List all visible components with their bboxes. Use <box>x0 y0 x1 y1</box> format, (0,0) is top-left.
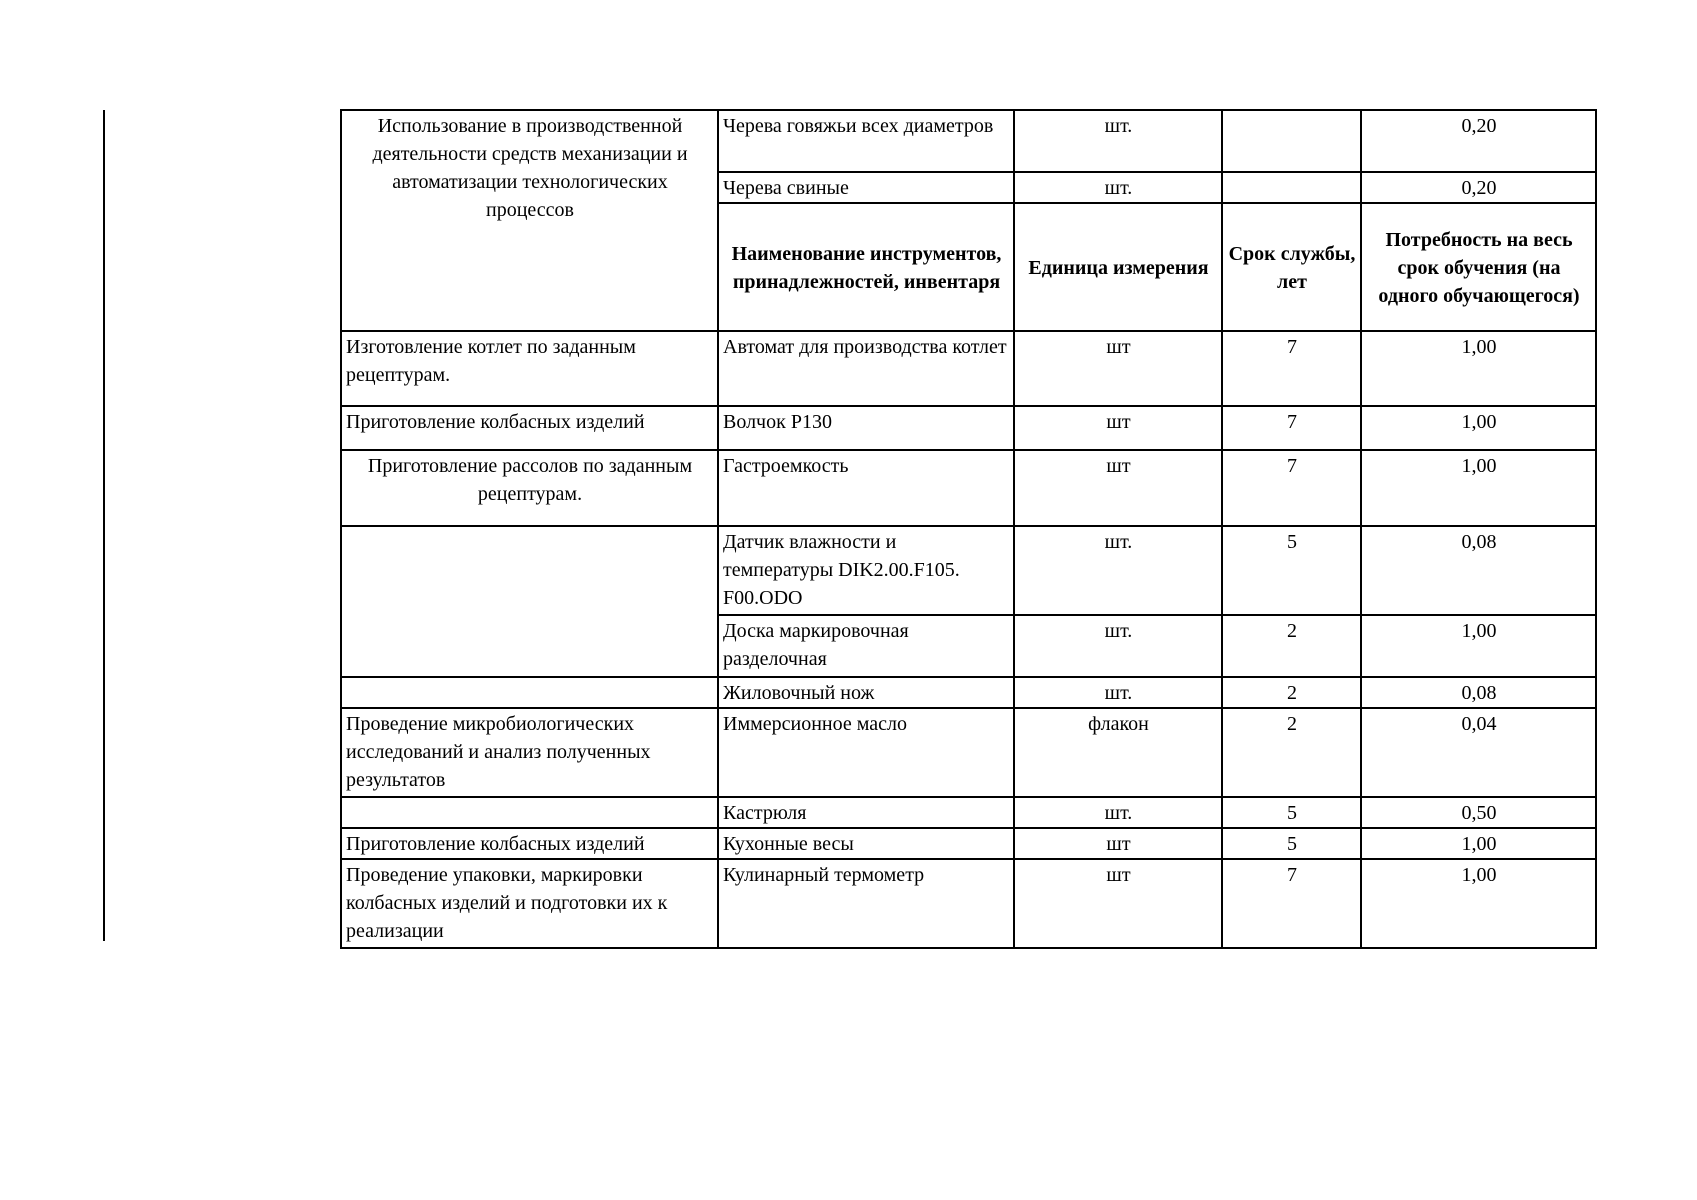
item-need: 0,20 <box>1361 110 1596 172</box>
item-need: 0,08 <box>1361 677 1596 708</box>
item-unit: шт <box>1014 450 1222 526</box>
item-life: 2 <box>1222 677 1361 708</box>
item-need: 0,20 <box>1361 172 1596 203</box>
item-name: Иммерсионное масло <box>718 708 1014 797</box>
table-row <box>341 797 1596 828</box>
item-need: 1,00 <box>1361 406 1596 450</box>
table-row <box>341 526 1596 615</box>
item-life: 5 <box>1222 526 1361 615</box>
table-row <box>341 708 1596 797</box>
table-row <box>341 828 1596 859</box>
item-life <box>1222 110 1361 172</box>
item-life: 7 <box>1222 859 1361 948</box>
item-unit: шт <box>1014 859 1222 948</box>
item-need: 1,00 <box>1361 331 1596 406</box>
activity-cell: Приготовление колбасных изделий <box>341 406 718 450</box>
item-unit: шт. <box>1014 615 1222 677</box>
activity-cell: Использование в производственной деятельности средств механизации и автоматизации технологических процессов <box>341 110 718 331</box>
item-life: 7 <box>1222 331 1361 406</box>
item-life: 2 <box>1222 615 1361 677</box>
table-row <box>341 331 1596 406</box>
item-unit: шт. <box>1014 110 1222 172</box>
table-row <box>341 110 1596 172</box>
item-unit: шт. <box>1014 172 1222 203</box>
activity-cell-empty <box>341 526 718 677</box>
header-name: Наименование инструментов, принадлежностей, инвентаря <box>718 203 1014 331</box>
header-life: Срок службы, лет <box>1222 203 1361 331</box>
item-unit: шт. <box>1014 526 1222 615</box>
activity-cell: Проведение микробиологических исследований и анализ полученных результатов <box>341 708 718 797</box>
activity-cell: Приготовление колбасных изделий <box>341 828 718 859</box>
table-row <box>341 677 1596 708</box>
header-need: Потребность на весь срок обучения (на одного обучающегося) <box>1361 203 1596 331</box>
item-name: Жиловочный нож <box>718 677 1014 708</box>
table-row <box>341 859 1596 948</box>
item-life: 7 <box>1222 406 1361 450</box>
activity-cell: Приготовление рассолов по заданным рецептурам. <box>341 450 718 526</box>
item-name: Черева говяжьи всех диаметров <box>718 110 1014 172</box>
item-need: 1,00 <box>1361 450 1596 526</box>
item-name: Кухонные весы <box>718 828 1014 859</box>
activity-cell-empty <box>341 677 718 708</box>
item-name: Волчок Р130 <box>718 406 1014 450</box>
table-row <box>341 406 1596 450</box>
item-name: Кастрюля <box>718 797 1014 828</box>
item-unit: шт <box>1014 331 1222 406</box>
item-need: 0,50 <box>1361 797 1596 828</box>
item-name: Доска маркировочная разделочная <box>718 615 1014 677</box>
item-need: 1,00 <box>1361 828 1596 859</box>
item-unit: шт. <box>1014 677 1222 708</box>
page-margin-line <box>103 110 105 941</box>
item-name: Автомат для производства котлет <box>718 331 1014 406</box>
activity-cell: Проведение упаковки, маркировки колбасных изделий и подготовки их к реализации <box>341 859 718 948</box>
item-unit: шт <box>1014 828 1222 859</box>
activity-cell: Изготовление котлет по заданным рецептурам. <box>341 331 718 406</box>
item-life: 5 <box>1222 828 1361 859</box>
item-name: Черева свиные <box>718 172 1014 203</box>
header-unit: Единица измерения <box>1014 203 1222 331</box>
item-unit: шт <box>1014 406 1222 450</box>
item-life <box>1222 172 1361 203</box>
item-need: 0,08 <box>1361 526 1596 615</box>
item-unit: флакон <box>1014 708 1222 797</box>
item-life: 7 <box>1222 450 1361 526</box>
item-need: 0,04 <box>1361 708 1596 797</box>
activity-cell-empty <box>341 797 718 828</box>
item-name: Гастроемкость <box>718 450 1014 526</box>
item-name: Кулинарный термометр <box>718 859 1014 948</box>
item-name: Датчик влажности и температуры DIK2.00.F105. F00.ODO <box>718 526 1014 615</box>
item-need: 1,00 <box>1361 859 1596 948</box>
item-unit: шт. <box>1014 797 1222 828</box>
item-life: 2 <box>1222 708 1361 797</box>
equipment-table <box>340 109 1597 949</box>
table-row <box>341 450 1596 526</box>
item-life: 5 <box>1222 797 1361 828</box>
item-need: 1,00 <box>1361 615 1596 677</box>
